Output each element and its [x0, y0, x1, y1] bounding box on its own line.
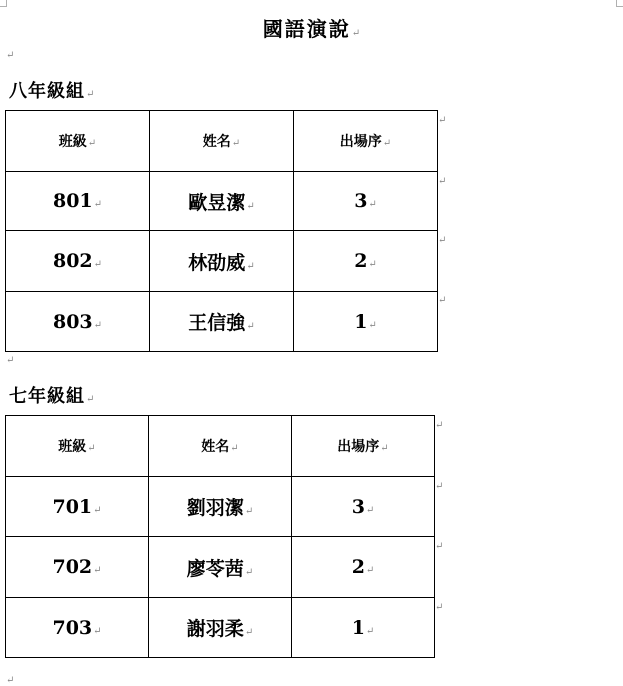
- paragraph-mark: ↵: [351, 28, 361, 39]
- paragraph-mark: ↵: [93, 504, 102, 516]
- class-value: 702: [52, 556, 93, 578]
- table-row: [6, 477, 435, 537]
- header-label: 姓名: [201, 439, 230, 455]
- section-heading-text: 八年級組: [9, 81, 85, 102]
- paragraph-mark: ↵: [87, 443, 96, 454]
- paragraph-mark: ↵: [368, 199, 377, 210]
- order-cell: [292, 537, 435, 598]
- roster-table-grade-8: [5, 110, 438, 352]
- order-cell: [294, 292, 438, 352]
- row-end-mark: ↵: [438, 295, 447, 306]
- class-value: 701: [52, 495, 93, 518]
- table-header-row: [6, 111, 438, 172]
- paragraph-mark: ↵: [6, 355, 15, 366]
- section-heading-grade-8: [9, 77, 94, 103]
- paragraph-mark: ↵: [93, 199, 103, 210]
- name-value: 歐昱潔: [188, 191, 246, 214]
- table-row: [6, 231, 438, 292]
- paragraph-mark: ↵: [365, 625, 375, 637]
- name-cell: [150, 292, 294, 352]
- row-end-mark: ↵: [435, 541, 444, 552]
- class-cell: [6, 537, 149, 598]
- header-cell-class: [6, 416, 149, 477]
- name-cell: [149, 537, 292, 598]
- paragraph-mark: ↵: [382, 138, 392, 149]
- paragraph-mark: ↵: [365, 565, 375, 576]
- table-header-row: [6, 416, 435, 477]
- row-end-mark: ↵: [435, 481, 444, 492]
- paragraph-mark: ↵: [246, 260, 255, 272]
- header-label: 姓名: [202, 134, 231, 150]
- class-cell: [6, 231, 150, 292]
- class-cell: [6, 292, 150, 352]
- paragraph-mark: ↵: [93, 259, 103, 270]
- name-value: 廖苓茜: [186, 557, 244, 580]
- header-cell-order: [292, 416, 435, 477]
- header-cell-name: [149, 416, 292, 477]
- header-label: 班級: [58, 439, 87, 455]
- class-cell: [6, 477, 149, 537]
- header-label: 出場序: [339, 134, 382, 150]
- header-label: 班級: [58, 134, 87, 150]
- table-row: [6, 598, 435, 658]
- paragraph-mark: ↵: [246, 200, 255, 212]
- order-cell: [292, 477, 435, 537]
- paragraph-mark: ↵: [86, 89, 95, 100]
- class-value: 703: [52, 616, 93, 639]
- row-end-mark: ↵: [435, 602, 444, 613]
- order-value: 1: [354, 310, 368, 333]
- section-heading-text: 七年級組: [9, 386, 85, 407]
- name-value: 謝羽柔: [186, 618, 244, 640]
- order-value: 2: [354, 250, 368, 272]
- paragraph-mark: ↵: [93, 319, 103, 331]
- paragraph-mark: ↵: [6, 675, 15, 686]
- header-cell-name: [150, 111, 294, 172]
- paragraph-mark: ↵: [6, 50, 15, 61]
- roster-table-grade-7: [5, 415, 435, 658]
- header-cell-order: [294, 111, 438, 172]
- name-value: 劉羽潔: [186, 497, 244, 519]
- row-end-mark: ↵: [435, 420, 444, 431]
- class-cell: [6, 172, 150, 231]
- header-label: 出場序: [337, 439, 380, 455]
- class-cell: [6, 598, 149, 658]
- name-cell: [150, 172, 294, 231]
- order-cell: [292, 598, 435, 658]
- order-value: 1: [351, 616, 365, 639]
- paragraph-mark: ↵: [368, 319, 377, 331]
- table-row: [6, 537, 435, 598]
- class-value: 802: [52, 250, 93, 272]
- paragraph-mark: ↵: [244, 566, 254, 578]
- name-value: 林劭威: [188, 251, 246, 274]
- paragraph-mark: ↵: [231, 138, 241, 149]
- paragraph-mark: ↵: [86, 394, 95, 405]
- page-corner-mark-right: [616, 0, 623, 7]
- order-cell: [294, 172, 438, 231]
- paragraph-mark: ↵: [93, 565, 102, 576]
- row-end-mark: ↵: [438, 176, 447, 187]
- name-cell: [149, 598, 292, 658]
- paragraph-mark: ↵: [87, 138, 97, 149]
- order-value: 3: [351, 495, 365, 518]
- name-value: 王信強: [188, 312, 246, 334]
- paragraph-mark: ↵: [244, 627, 254, 638]
- paragraph-mark: ↵: [380, 443, 389, 454]
- class-value: 803: [52, 310, 93, 333]
- row-end-mark: ↵: [438, 115, 447, 126]
- row-end-mark: ↵: [438, 235, 447, 246]
- order-cell: [294, 231, 438, 292]
- section-heading-grade-7: [9, 382, 94, 408]
- paragraph-mark: ↵: [365, 504, 375, 516]
- document-title-text: 國語演說: [262, 17, 351, 41]
- header-cell-class: [6, 111, 150, 172]
- document-title: [0, 13, 623, 42]
- paragraph-mark: ↵: [244, 506, 254, 517]
- name-cell: [150, 231, 294, 292]
- class-value: 801: [52, 190, 93, 212]
- paragraph-mark: ↵: [368, 259, 377, 270]
- order-value: 2: [351, 556, 365, 578]
- order-value: 3: [354, 190, 368, 212]
- paragraph-mark: ↵: [246, 321, 255, 332]
- paragraph-mark: ↵: [230, 443, 239, 454]
- table-row: [6, 292, 438, 352]
- page-corner-mark-left: [0, 0, 7, 7]
- paragraph-mark: ↵: [93, 625, 102, 637]
- name-cell: [149, 477, 292, 537]
- table-row: [6, 172, 438, 231]
